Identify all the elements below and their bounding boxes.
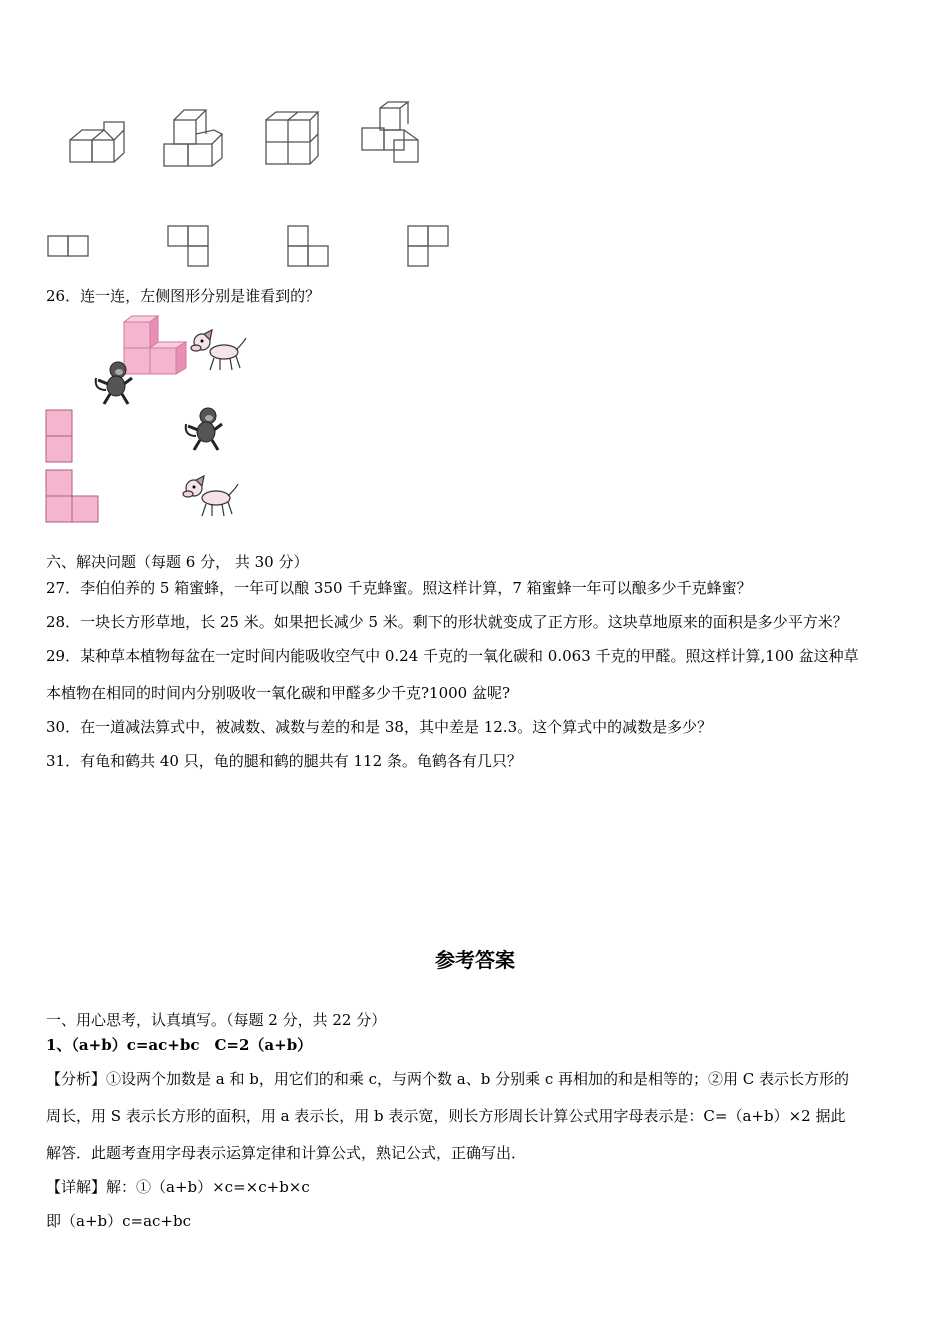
question-26: 26．连一连，左侧图形分别是谁看到的？ <box>46 287 321 305</box>
view-shape-3 <box>286 224 332 270</box>
answer-1: 1、（a+b）c=ac+bc C=2（a+b） <box>46 1036 313 1054</box>
dog-option <box>182 474 240 520</box>
analysis-line-2: 周长，用 S 表示长方形的面积，用 a 表示长，用 b 表示宽，则长方形周长计算公式用字母表示是：C=（a+b）×2 据此 <box>46 1107 846 1125</box>
question-29-line-1: 29．某种草本植物每盆在一定时间内能吸收空气中 0.24 千克的一氧化碳和 0.063 千克的甲醛。照这样计算,100 盆这种草 <box>46 647 859 665</box>
answers-section-1: 一、用心思考，认真填写。（每题 2 分，共 22 分） <box>46 1011 387 1029</box>
cube-figure-2 <box>162 108 226 170</box>
cube-figure-3 <box>264 110 324 166</box>
detail-line: 【详解】解：①（a+b）×c=×c+b×c <box>46 1178 310 1196</box>
monkey-illustration <box>92 360 138 406</box>
conclusion-line: 即（a+b）c=ac+bc <box>46 1212 191 1230</box>
analysis-line-1: 【分析】①设两个加数是 a 和 b，用它们的和乘 c，与两个数 a、b 分别乘 c 再相加的和是相等的；②用 C 表示长方形的 <box>46 1070 850 1088</box>
answers-title: 参考答案 <box>435 948 515 972</box>
question-29-line-2: 本植物在相同的时间内分别吸收一氧化碳和甲醛多少千克?1000 盆呢? <box>46 684 511 702</box>
view-shape-1 <box>46 234 92 258</box>
question-31: 31．有龟和鹤共 40 只，龟的腿和鹤的腿共有 112 条。龟鹤各有几只？ <box>46 752 522 770</box>
question-28: 28．一块长方形草地，长 25 米。如果把长减少 5 米。剩下的形状就变成了正方形。这块草地原来的面积是多少平方米？ <box>46 613 848 631</box>
question-30: 30．在一道减法算式中，被减数、减数与差的和是 38，其中差是 12.3。这个算式中的减数是多少？ <box>46 718 713 736</box>
pink-view-l-shape <box>44 468 102 524</box>
cube-figure-1 <box>68 120 128 166</box>
pink-view-vertical <box>44 408 76 464</box>
monkey-option <box>182 406 228 452</box>
view-shape-2 <box>166 224 212 270</box>
cube-figure-4 <box>358 100 424 166</box>
analysis-line-3: 解答．此题考查用字母表示运算定律和计算公式，熟记公式，正确写出． <box>46 1144 527 1162</box>
section-6-heading: 六、解决问题（每题 6 分， 共 30 分） <box>46 553 309 571</box>
view-shape-4 <box>406 224 452 270</box>
question-27: 27．李伯伯养的 5 箱蜜蜂，一年可以酿 350 千克蜂蜜。照这样计算，7 箱蜜蜂一年可以酿多少千克蜂蜜？ <box>46 579 752 597</box>
dog-illustration <box>190 328 248 374</box>
